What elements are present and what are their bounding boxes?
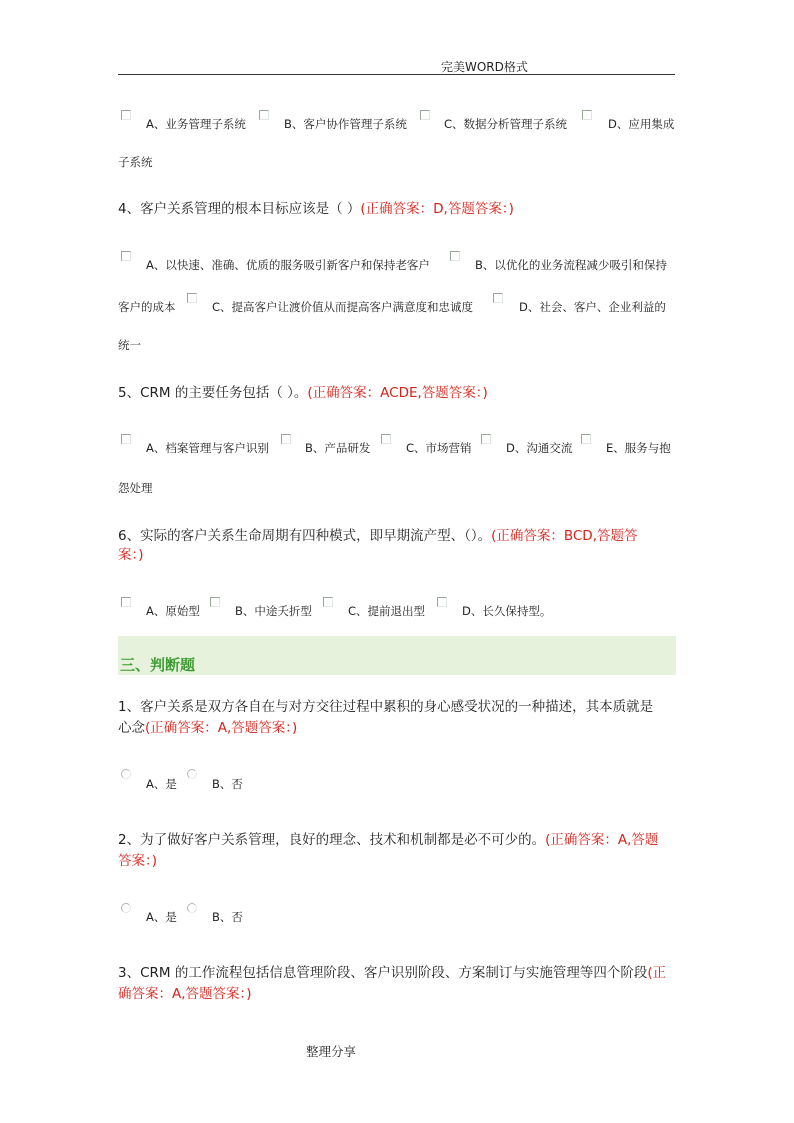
checkbox-q3-c[interactable] (420, 110, 430, 120)
q5-option-c: C、市场营销 (406, 441, 472, 455)
checkbox-q5-a[interactable] (121, 434, 131, 444)
judge-2-line1 (118, 830, 658, 851)
q6-option-a: A、原始型 (146, 604, 200, 618)
question-5-answer: (正确答案：ACDE,答题答案：) (307, 385, 488, 401)
page-header (118, 56, 675, 75)
judge-2-answer-part2: 答案：) (118, 853, 158, 869)
judge-3-line1 (118, 963, 666, 984)
checkbox-q5-e[interactable] (581, 434, 591, 444)
radio-j1-yes[interactable] (121, 769, 131, 779)
question-6-answer-part1: (正确答案：BCD,答题答 (491, 528, 638, 544)
checkbox-q6-c[interactable] (323, 597, 333, 607)
question-6-answer-part2: 案：) (118, 547, 144, 563)
question-6-text: 6、实际的客户关系生命周期有四种模式，即早期流产型、（）。 (118, 528, 492, 544)
q4-option-b-cont: 客户的成本 (118, 300, 176, 314)
q3-option-c: C、数据分析管理子系统 (444, 117, 568, 131)
checkbox-q5-c[interactable] (381, 434, 391, 444)
q5-option-a: A、档案管理与客户识别 (146, 441, 269, 455)
judge-1-line2 (118, 718, 297, 739)
j1-option-yes: A、是 (146, 777, 177, 791)
q6-option-b: B、中途夭折型 (235, 604, 312, 618)
radio-j2-no[interactable] (187, 903, 197, 913)
page-footer: 整理分享 (306, 1044, 357, 1059)
checkbox-q4-c[interactable] (187, 293, 197, 303)
checkbox-q6-d[interactable] (437, 597, 447, 607)
q6-option-d: D、长久保持型。 (462, 604, 552, 618)
q3-option-b: B、客户协作管理子系统 (284, 117, 407, 131)
checkbox-q4-b[interactable] (450, 251, 460, 261)
checkbox-q5-b[interactable] (281, 434, 291, 444)
q4-option-a: A、以快速、准确、优质的服务吸引新客户和保持老客户 (146, 258, 430, 272)
j2-option-yes: A、是 (146, 910, 177, 924)
checkbox-q3-d[interactable] (582, 110, 592, 120)
header-title: 完美WORD格式 (441, 60, 528, 74)
section-header-judgement (118, 636, 676, 675)
judge-3-answer-part1: (正 (647, 965, 667, 981)
j1-option-no: B、否 (212, 777, 243, 791)
checkbox-q4-a[interactable] (121, 251, 131, 261)
q6-option-c: C、提前退出型 (348, 604, 426, 618)
checkbox-q6-b[interactable] (210, 597, 220, 607)
q4-option-b: B、以优化的业务流程减少吸引和保持 (475, 258, 667, 272)
checkbox-q3-a[interactable] (121, 110, 131, 120)
question-5-text: 5、CRM 的主要任务包括（ ）。 (118, 385, 308, 401)
checkbox-q5-d[interactable] (481, 434, 491, 444)
q5-option-e-cont: 怨处理 (118, 481, 153, 495)
judge-3-text: 3、CRM 的工作流程包括信息管理阶段、客户识别阶段、方案制订与实施管理等四个阶段 (118, 965, 648, 981)
judge-2-text: 2、为了做好客户关系管理，良好的理念、技术和机制都是必不可少的。 (118, 832, 546, 848)
checkbox-q6-a[interactable] (121, 597, 131, 607)
question-6 (118, 526, 638, 547)
checkbox-q3-b[interactable] (259, 110, 269, 120)
checkbox-q4-d[interactable] (493, 293, 503, 303)
q3-option-continuation: 子系统 (118, 155, 153, 169)
j2-option-no: B、否 (212, 910, 243, 924)
question-4 (118, 199, 514, 220)
section-title: 三、判断题 (120, 656, 196, 674)
q5-option-e: E、服务与抱 (606, 441, 671, 455)
q5-option-b: B、产品研发 (305, 441, 371, 455)
question-5 (118, 383, 488, 404)
question-4-text: 4、客户关系管理的根本目标应该是（ ） (118, 201, 361, 217)
q3-option-a: A、业务管理子系统 (146, 117, 246, 131)
judge-1-answer: (正确答案：A,答题答案：) (145, 720, 298, 736)
q4-option-d: D、社会、客户、企业利益的 (519, 300, 666, 314)
q5-option-d: D、沟通交流 (506, 441, 573, 455)
radio-j2-yes[interactable] (121, 903, 131, 913)
judge-1-line1: 1、客户关系是双方各自在与对方交往过程中累积的身心感受状况的一种描述，其本质就是 (118, 699, 654, 715)
question-4-answer: (正确答案：D,答题答案：) (360, 201, 514, 217)
q3-option-d: D、应用集成 (608, 117, 675, 131)
q4-option-d-cont: 统一 (118, 338, 141, 352)
judge-3-answer-part2: 确答案：A,答题答案：) (118, 986, 252, 1002)
judge-1-text-end: 心念 (118, 720, 145, 736)
radio-j1-no[interactable] (187, 769, 197, 779)
judge-2-answer-part1: (正确答案：A,答题 (545, 832, 659, 848)
q4-option-c: C、提高客户让渡价值从而提高客户满意度和忠诚度 (212, 300, 474, 314)
